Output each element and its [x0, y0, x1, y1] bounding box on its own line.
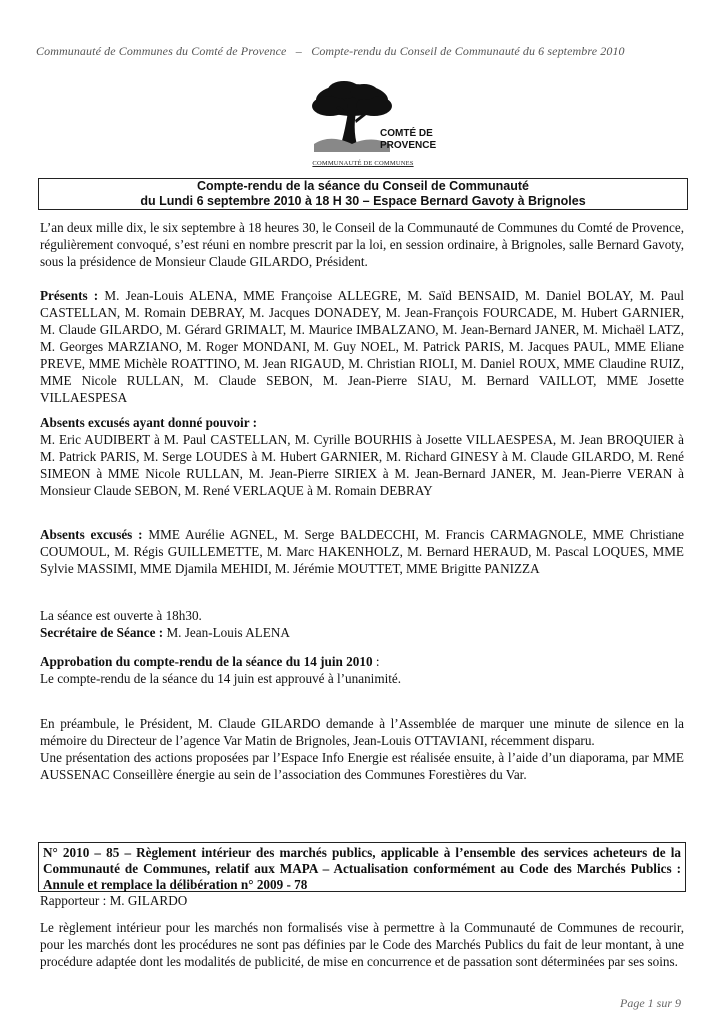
absents-label: Absents excusés :: [40, 527, 143, 542]
organization-logo: [300, 78, 437, 172]
rapporteur-text: Rapporteur : M. GILARDO: [40, 893, 188, 908]
intro-text: L’an deux mille dix, le six septembre à 18 heures 30, le Conseil de la Communauté de Communes du Comté de Provence, régulièrement convoqué, s’est réuni en nombre prescrit par la loi, en session ordinaire, à Brignoles, salle Bernard Gavoty, sous la présidence de Monsieur Claude GILARDO, Président.: [40, 220, 684, 269]
absents-section: [40, 526, 684, 577]
approval-label: Approbation du compte-rendu de la séance du 14 juin 2010: [40, 654, 373, 669]
absents-proxy-list: M. Eric AUDIBERT à M. Paul CASTELLAN, M. Cyrille BOURHIS à Josette VILLAESPESA, M. Jean BROQUIER à M. Patrick PARIS, M. Serge LOUDES à M. Hubert GARNIER, M. Richard GINESY à M. Claude GILARDO, M. René SIMEON à MME Nicole RULLAN, M. Jean-Pierre SIRIEX à M. Jean-Bernard JANER, M. Jean-Pierre VERAN à Monsieur Claude SEBON, M. René VERLAQUE à M. Romain DEBRAY: [40, 432, 684, 498]
session-title-line1: Compte-rendu de la séance du Conseil de Communauté: [196, 179, 529, 193]
absents-list: MME Aurélie AGNEL, M. Serge BALDECCHI, M. Francis CARMAGNOLE, MME Christiane COUMOUL, M. Régis GUILLEMETTE, M. Marc HAKENHOLZ, M. Bernard HERAUD, M. Pascal LOQUES, MME Sylvie MASSIMI, MME Djamila MEHIDI, M. Jérémie MOUTTET, MME Brigitte PANIZZA: [40, 527, 684, 576]
presents-label: Présents :: [40, 288, 99, 303]
motion-title-box: [38, 842, 686, 892]
absents-proxy-section: [40, 414, 684, 499]
running-header-left: Communauté de Communes du Comté de Provence: [36, 44, 287, 58]
preamble-section: [40, 715, 684, 783]
secretary-name: M. Jean-Louis ALENA: [163, 625, 290, 640]
session-title-line2: du Lundi 6 septembre 2010 à 18 H 30 – Espace Bernard Gavoty à Brignoles: [140, 194, 586, 208]
secretary-label: Secrétaire de Séance :: [40, 625, 164, 640]
intro-paragraph: [40, 219, 684, 270]
page-number: Page 1 sur 9: [620, 996, 681, 1010]
approval-section: [40, 653, 684, 687]
logo-caption: COMMUNAUTÉ DE COMMUNES: [312, 160, 414, 167]
presents-section: [40, 287, 684, 406]
logo-name-line2: PROVENCE: [380, 140, 437, 151]
absents-proxy-label: Absents excusés ayant donné pouvoir :: [40, 415, 258, 430]
motion-rapporteur: [40, 892, 684, 909]
session-title-box: [38, 178, 688, 210]
motion-body-text: Le règlement intérieur pour les marchés non formalisés vise à permettre à la Communauté de Communes de recourir, pour les marchés dont les procédures ne sont pas définies par le Code des Marchés Publics du fait de leur montant, à une procédure adaptée dont les modalités de publicité, de mise en concurrence et de passation sont déterminées par ses soins.: [40, 920, 684, 969]
logo-name-line1: COMTÉ DE: [380, 128, 433, 139]
approval-colon: :: [372, 654, 380, 669]
approval-text: Le compte-rendu de la séance du 14 juin est approuvé à l’unanimité.: [40, 671, 402, 686]
opening-text: La séance est ouverte à 18h30.: [40, 608, 202, 623]
opening-section: [40, 607, 684, 641]
running-header-right: Compte-rendu du Conseil de Communauté du 6 septembre 2010: [311, 44, 625, 58]
presents-list: M. Jean-Louis ALENA, MME Françoise ALLEGRE, M. Saïd BENSAID, M. Daniel BOLAY, M. Paul CASTELLAN, M. Romain DEBRAY, M. Jacques DONADEY, M. Jean-François FOURCADE, M. Hubert GARNIER, M. Claude GILARDO, M. Gérard GRIMALT, M. Maurice IMBALZANO, M. Jean-Bernard JANER, M. Michaël LATZ, M. Georges MARZIANO, M. Roger MONDANI, M. Guy NOEL, M. Patrick PARIS, M. Jacques PAUL, MME Eliane PREVE, MME Michèle ROATTINO, M. Jean RIGAUD, M. Christian RIOLI, M. Daniel ROUX, MME Claudine RUIZ, MME Nicole RULLAN, M. Claude SEBON, M. Jean-Pierre SIAU, M. Bernard VAILLOT, MME Josette VILLAESPESA: [40, 288, 684, 405]
preamble-paragraph-1: En préambule, le Président, M. Claude GILARDO demande à l’Assemblée de marquer une minute de silence en la mémoire du Directeur de l’agence Var Matin de Brignoles, Jean-Louis OTTAVIANI, récemment disparu.: [40, 716, 684, 748]
motion-title: N° 2010 – 85 – Règlement intérieur des marchés publics, applicable à l’ensemble des services acheteurs de la Communauté de Communes, relatif aux MAPA – Actualisation conformément au Code des Marchés Publics : Annule et remplace la délibération n° 2009 - 78: [43, 845, 681, 892]
running-header-separator: –: [295, 44, 302, 58]
running-header: [36, 44, 696, 59]
preamble-paragraph-2: Une présentation des actions proposées par l’Espace Info Energie est réalisée ensuite, à l’aide d’un diaporama, par MME AUSSENAC Conseillère énergie au sein de l’association des Communes Forestières du Var.: [40, 750, 684, 782]
motion-body: [40, 919, 684, 970]
tree-logo-icon: [300, 78, 437, 160]
